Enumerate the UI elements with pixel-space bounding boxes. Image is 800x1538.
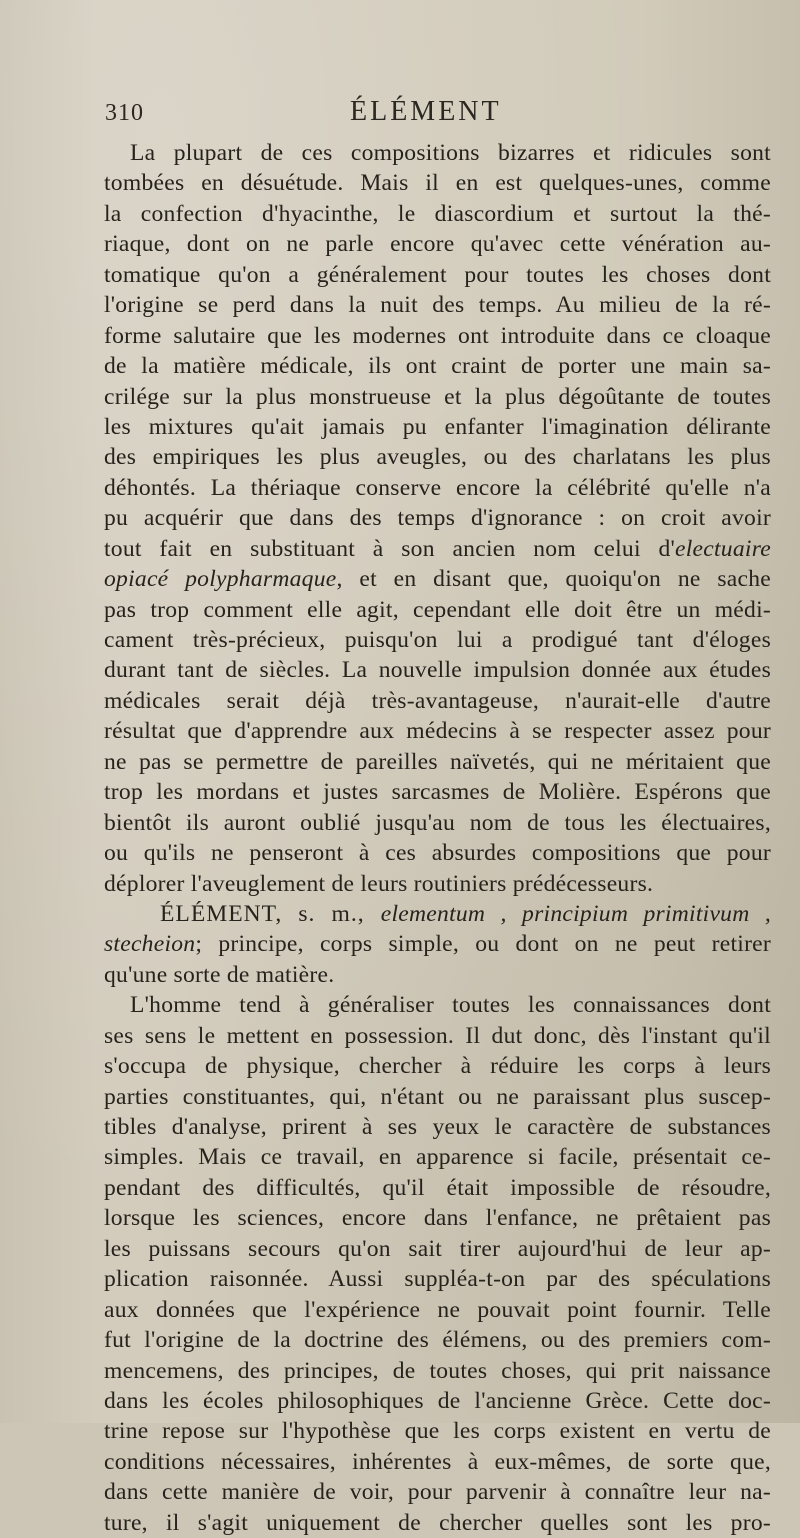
text-line xyxy=(104,1264,771,1294)
line-text: médicales serait déjà très-avantageuse, n'aurait-elle d'autre xyxy=(104,687,771,714)
line-text: ou qu'ils ne penseront à ces absurdes compositions que pour xyxy=(104,840,771,867)
line-text: qu'une sorte de matière. xyxy=(104,961,335,988)
line-text: les mixtures qu'ait jamais pu enfanter l'imagination délirante xyxy=(104,413,771,440)
text-line xyxy=(104,199,771,229)
italic-text: elementum , principium primitivum , xyxy=(380,900,771,927)
text-line xyxy=(104,1416,771,1446)
line-text: les puissans secours qu'on sait tirer aujourd'hui de leur ap- xyxy=(104,1235,771,1262)
italic-text: stecheion xyxy=(104,931,196,958)
text-line xyxy=(104,1477,771,1507)
line-text-after: , et en disant que, quoiqu'on ne sache xyxy=(336,566,771,593)
line-text: résultat que d'apprendre aux médecins à se respecter assez pour xyxy=(104,718,771,745)
line-text: l'origine se perd dans la nuit des temps. Au milieu de la ré- xyxy=(104,292,771,319)
text-line xyxy=(104,168,771,198)
line-text: plication raisonnée. Aussi suppléa-t-on par des spéculations xyxy=(104,1266,771,1293)
line-text: s'occupa de physique, chercher à réduire les corps à leurs xyxy=(104,1053,771,1080)
line-text: forme salutaire que les modernes ont introduite dans ce cloaque xyxy=(104,322,771,349)
line-text: fut l'origine de la doctrine des élémens, ou des premiers com- xyxy=(104,1327,771,1354)
line-text: simples. Mais ce travail, en apparence si facile, présentait ce- xyxy=(104,1144,771,1171)
text-line xyxy=(104,290,771,320)
line-text: mencemens, des principes, de toutes choses, qui prit naissance xyxy=(104,1357,771,1384)
line-text: tout fait en substituant à son ancien nom celui d' xyxy=(104,535,676,562)
line-text: ne pas se permettre de pareilles naïvetés, qui ne méritaient que xyxy=(104,748,771,775)
text-line xyxy=(104,1234,771,1264)
line-text: déplorer l'aveuglement de leurs routiniers prédécesseurs. xyxy=(104,870,654,897)
text-line xyxy=(104,838,771,868)
text-line xyxy=(104,473,771,503)
text-line xyxy=(104,1051,771,1081)
text-line xyxy=(104,412,771,442)
text-line xyxy=(104,990,771,1020)
text-line xyxy=(104,1082,771,1112)
text-line xyxy=(104,1386,771,1416)
text-line xyxy=(104,595,771,625)
line-text: trine repose sur l'hypothèse que les corps existent en vertu de xyxy=(104,1418,771,1445)
text-line xyxy=(104,1203,771,1233)
text-line xyxy=(104,716,771,746)
italic-text: opiacé polypharmaque xyxy=(104,566,337,593)
text-line xyxy=(104,747,771,777)
line-text: la confection d'hyacinthe, le diascordium et surtout la thé- xyxy=(104,200,771,227)
text-line xyxy=(104,929,771,959)
line-text: trop les mordans et justes sarcasmes de Molière. Espérons que xyxy=(104,779,771,806)
text-line xyxy=(104,1447,771,1477)
line-text: tombées en désuétude. Mais il en est quelques-unes, comme xyxy=(104,170,771,197)
text-line xyxy=(104,869,771,899)
text-line xyxy=(104,1508,771,1538)
line-text: conditions nécessaires, inhérentes à eux-mêmes, de sorte que, xyxy=(104,1448,771,1475)
text-line xyxy=(104,534,771,564)
line-text: pendant des difficultés, qu'il était impossible de résoudre, xyxy=(104,1174,771,1201)
text-line xyxy=(104,1173,771,1203)
line-text: des empiriques les plus aveugles, ou des charlatans les plus xyxy=(104,444,771,471)
text-line xyxy=(104,138,771,168)
text-line xyxy=(104,229,771,259)
line-text: de la matière médicale, ils ont craint de porter une main sa- xyxy=(104,353,771,380)
line-text: lorsque les sciences, encore dans l'enfance, ne prêtaient pas xyxy=(104,1205,771,1232)
text-line xyxy=(104,686,771,716)
line-text: pas trop comment elle agit, cependant elle doit être un médi- xyxy=(104,596,771,623)
line-text: dans les écoles philosophiques de l'ancienne Grèce. Cette doc- xyxy=(104,1387,771,1414)
line-text: La plupart de ces compositions bizarres et ridicules sont xyxy=(130,140,771,166)
line-text: parties constituantes, qui, n'étant ou ne paraissant plus suscep- xyxy=(104,1083,771,1110)
text-line xyxy=(104,899,771,929)
entry-headword: ÉLÉMENT, s. m., xyxy=(160,900,381,927)
running-title: ÉLÉMENT xyxy=(350,96,502,127)
line-text-after: ; principe, corps simple, ou dont on ne peut retirer xyxy=(195,931,771,958)
text-line xyxy=(104,960,771,990)
text-line xyxy=(104,260,771,290)
line-text: aux données que l'expérience ne pouvait point fournir. Telle xyxy=(104,1296,771,1323)
text-line xyxy=(104,351,771,381)
text-line xyxy=(104,321,771,351)
text-line xyxy=(104,1356,771,1386)
line-text: ses sens le mettent en possession. Il dut donc, dès l'instant qu'il xyxy=(104,1022,771,1049)
text-line xyxy=(104,1325,771,1355)
line-text: L'homme tend à généraliser toutes les connaissances dont xyxy=(130,992,771,1019)
text-line xyxy=(104,1021,771,1051)
line-text: tibles d'analyse, prirent à ses yeux le caractère de substances xyxy=(104,1114,771,1140)
text-line xyxy=(104,808,771,838)
line-text: pu acquérir que dans des temps d'ignorance : on croit avoir xyxy=(104,505,771,532)
text-line xyxy=(104,442,771,472)
text-line xyxy=(104,1112,771,1142)
line-text: bientôt ils auront oublié jusqu'au nom de tous les électuaires, xyxy=(104,809,771,836)
italic-text: electuaire xyxy=(675,535,771,562)
running-head xyxy=(105,96,770,136)
text-line xyxy=(104,1295,771,1325)
line-text: dans cette manière de voir, pour parvenir à connaître leur na- xyxy=(104,1479,771,1506)
line-text: cament très-précieux, puisqu'on lui a prodigué tant d'éloges xyxy=(104,627,771,653)
text-line xyxy=(104,777,771,807)
line-text: ture, il s'agit uniquement de chercher quelles sont les pro- xyxy=(104,1509,771,1536)
text-line xyxy=(104,503,771,533)
line-text: riaque, dont on ne parle encore qu'avec cette vénération au- xyxy=(104,231,771,258)
line-text: crilége sur la plus monstrueuse et la plus dégoûtante de toutes xyxy=(104,383,771,410)
text-line xyxy=(104,625,771,655)
text-line xyxy=(104,1142,771,1172)
page-number: 310 xyxy=(105,100,144,126)
body-text xyxy=(104,138,771,1538)
text-line xyxy=(104,382,771,412)
text-line xyxy=(104,655,771,685)
line-text: déhontés. La thériaque conserve encore la célébrité qu'elle n'a xyxy=(104,474,771,501)
line-text: durant tant de siècles. La nouvelle impulsion donnée aux études xyxy=(104,657,771,684)
text-line xyxy=(104,564,771,594)
line-text: tomatique qu'on a généralement pour toutes les choses dont xyxy=(104,261,771,288)
